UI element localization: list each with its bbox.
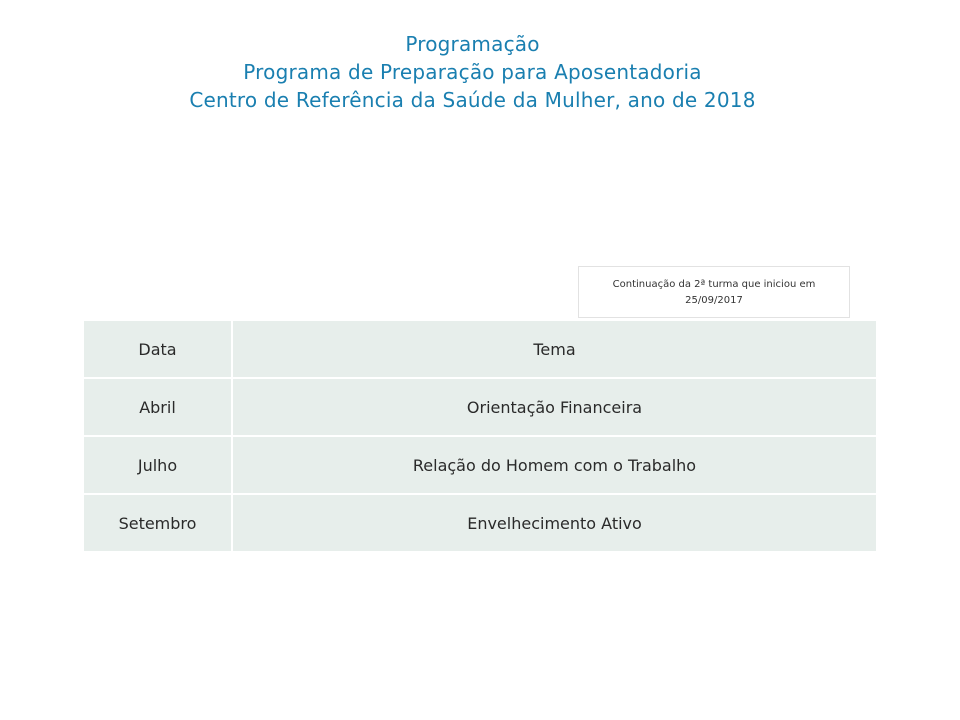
institution-year: Centro de Referência da Saúde da Mulher, ano de 2018 [189, 88, 756, 112]
continuation-note [578, 266, 850, 318]
program-name: Programa de Preparação para Aposentadoria [243, 60, 702, 84]
page-title: Programação [405, 32, 540, 56]
table-row [84, 494, 876, 551]
table-row [84, 378, 876, 436]
header-date: Data [84, 321, 232, 378]
table-row [84, 436, 876, 494]
row-topic: Orientação Financeira [232, 378, 876, 436]
continuation-note-line1: Continuação da 2ª turma que iniciou em [612, 279, 816, 290]
table-header-row [84, 321, 876, 378]
row-date: Abril [84, 378, 232, 436]
row-date: Julho [84, 436, 232, 494]
header-topic: Tema [232, 321, 876, 378]
title-block [0, 30, 945, 114]
continuation-note-line2: 25/09/2017 [685, 295, 743, 306]
row-topic: Relação do Homem com o Trabalho [232, 436, 876, 494]
row-date: Setembro [84, 494, 232, 551]
row-topic: Envelhecimento Ativo [232, 494, 876, 551]
schedule-table [84, 321, 876, 551]
